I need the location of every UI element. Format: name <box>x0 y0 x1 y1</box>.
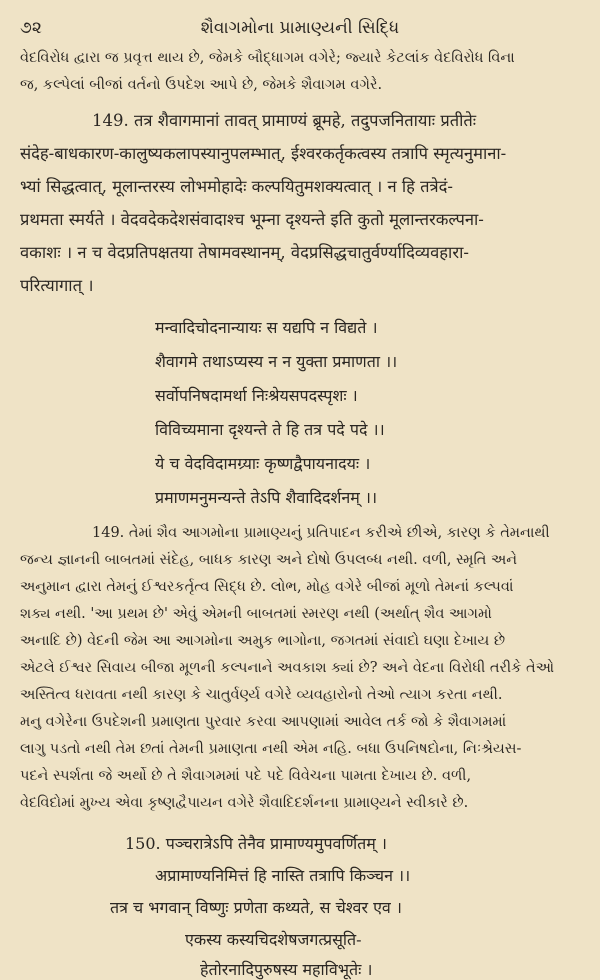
text-line: तत्र च भगवान् विष्णुः प्रणेता कथ्यते, स चेश्वर एव । <box>110 898 402 917</box>
text-line: વેદવિરોધ દ્વારા જ પ્રવૃત્ત થાય છે, જેમકે બૌદ્ધાગમ વગેરે; જ્યારે કેટલાંક વેદવિરોધ વિના <box>20 50 515 66</box>
text-line: अप्रामाण्यनिमित्तं हि नास्ति तत्रापि किञ्चन ।। <box>155 866 411 885</box>
text-line: 150. पञ्चरात्रेऽपि तेनैव प्रामाण्यमुपवर्णितम् । <box>125 834 387 853</box>
text-line: 149. તેમાં શૈવ આગમોના પ્રામાણ્યનું પ્રતિપાદન કરીએ છીએ, કારણ કે તેમનાથી <box>92 525 550 541</box>
text-line: विविच्यमाना दृश्यन्ते ते हि तत्र पदे पदे ।। <box>155 420 385 439</box>
text-line: शैवागमे तथाऽप्यस्य न न युक्ता प्रमाणता ।। <box>155 352 398 371</box>
text-line: एकस्य कस्यचिदशेषजगत्प्रसूति- <box>185 930 362 949</box>
text-line: અનાદિ છે) વેદની જેમ આ આગમોના અમુક ભાગોના, જગતમાં સંવાદો ઘણા દેખાય છે <box>20 633 506 649</box>
text-line: એટલે ઈશ્વર સિવાય બીજા મૂળની કલ્પનાને અવકાશ ક્યાં છે? અને વેદના વિરોધી તરીકે તેઓ <box>20 660 555 676</box>
text-line: हेतोरनादिपुरुषस्य महाविभूतेः । <box>200 960 373 979</box>
text-line: परित्यागात् । <box>20 276 94 295</box>
running-title: શૈવાગમોના પ્રામાણ્યની સિદ્ધિ <box>200 18 400 38</box>
text-line: પદને સ્પર્શતા જે અર્થો છે તે શૈવાગમમાં પદે પદે વિવેચના પામતા દેખાય છે. વળી, <box>20 768 472 784</box>
text-line: શક્ય નથી. 'આ પ્રથમ છે' એવું એમની બાબતમાં સ્મરણ નથી (અર્થાત્ શૈવ આગમો <box>20 606 492 622</box>
text-line: અસ્તિત્વ ધરાવતા નથી કારણ કે ચાતુર્વર્ણ્ય વગેરે વ્યવહારોનો તેઓ ત્યાગ કરતા નથી. <box>20 687 503 703</box>
text-line: અનુમાન દ્વારા તેમનું ઈશ્વરકર્તૃત્વ સિદ્ધ છે. લોભ, મોહ વગેરે બીજાં મૂળો તેમનાં કલ્પવાં <box>20 579 514 595</box>
text-line: ये च वेदविदामग्र्याः कृष्णद्वैपायनादयः । <box>155 454 371 473</box>
text-line: વેદવિદોમાં મુખ્ય એવા કૃષ્ણદ્વૈપાયન વગેરે શૈવાદિદર્શનના પ્રામાણ્યને સ્વીકારે છે. <box>20 795 469 811</box>
text-line: જન્ય જ્ઞાનની બાબતમાં સંદેહ, બાધક કારણ અને દોષો ઉપલબ્ધ નથી. વળી, સ્મૃતિ અને <box>20 552 518 568</box>
text-line: सर्वोपनिषदामर्था निःश्रेयसपदस्पृशः । <box>155 386 358 405</box>
text-line: वकाशः । न च वेदप्रतिपक्षतया तेषामवस्थानम्, वेदप्रसिद्धचातुर्वर्ण्यादिव्यवहारा- <box>20 243 469 262</box>
page-header <box>20 18 580 42</box>
page-number: ૭૨ <box>20 18 42 38</box>
text-line: લાગુ પડતો નથી તેમ છતાં તેમની પ્રમાણતા નથી એમ નહિ. બધા ઉપનિષદોના, નિઃશ્રેયસ- <box>20 741 522 757</box>
text-line: प्रमाणमनुमन्यन्ते तेऽपि शैवादिदर्शनम् ।। <box>155 488 378 507</box>
text-line: मन्वादिचोदनान्यायः स यद्यपि न विद्यते । <box>155 318 378 337</box>
text-line: भ्यां सिद्धत्वात्, मूलान्तरस्य लोभमोहादेः कल्पयितुमशक्यत्वात् । न हि तत्रेदं- <box>20 177 454 196</box>
text-line: જ, કલ્પેલાં બીજાં વર્તનો ઉપદેશ આપે છે, જેમકે શૈવાગમ વગેરે. <box>20 77 383 93</box>
text-line: संदेह-बाधकारण-कालुष्यकलापस्यानुपलम्भात्, ईश्वरकर्तृकत्वस्य तत्रापि स्मृत्यनुमाना- <box>20 144 507 163</box>
text-line: મનુ વગેરેના ઉપદેશની પ્રમાણતા પુરવાર કરવા આપણામાં આવેલ તર્ક જો કે શૈવાગમમાં <box>20 714 507 730</box>
text-line: 149. तत्र शैवागमानां तावत् प्रामाण्यं ब्रूमहे, तदुपजनितायाः प्रतीतेः <box>92 111 477 130</box>
text-line: प्रथमता स्मर्यते । वेदवदेकदेशसंवादाश्च भूम्ना दृश्यन्ते इति कुतो मूलान्तरकल्पना- <box>20 210 484 229</box>
